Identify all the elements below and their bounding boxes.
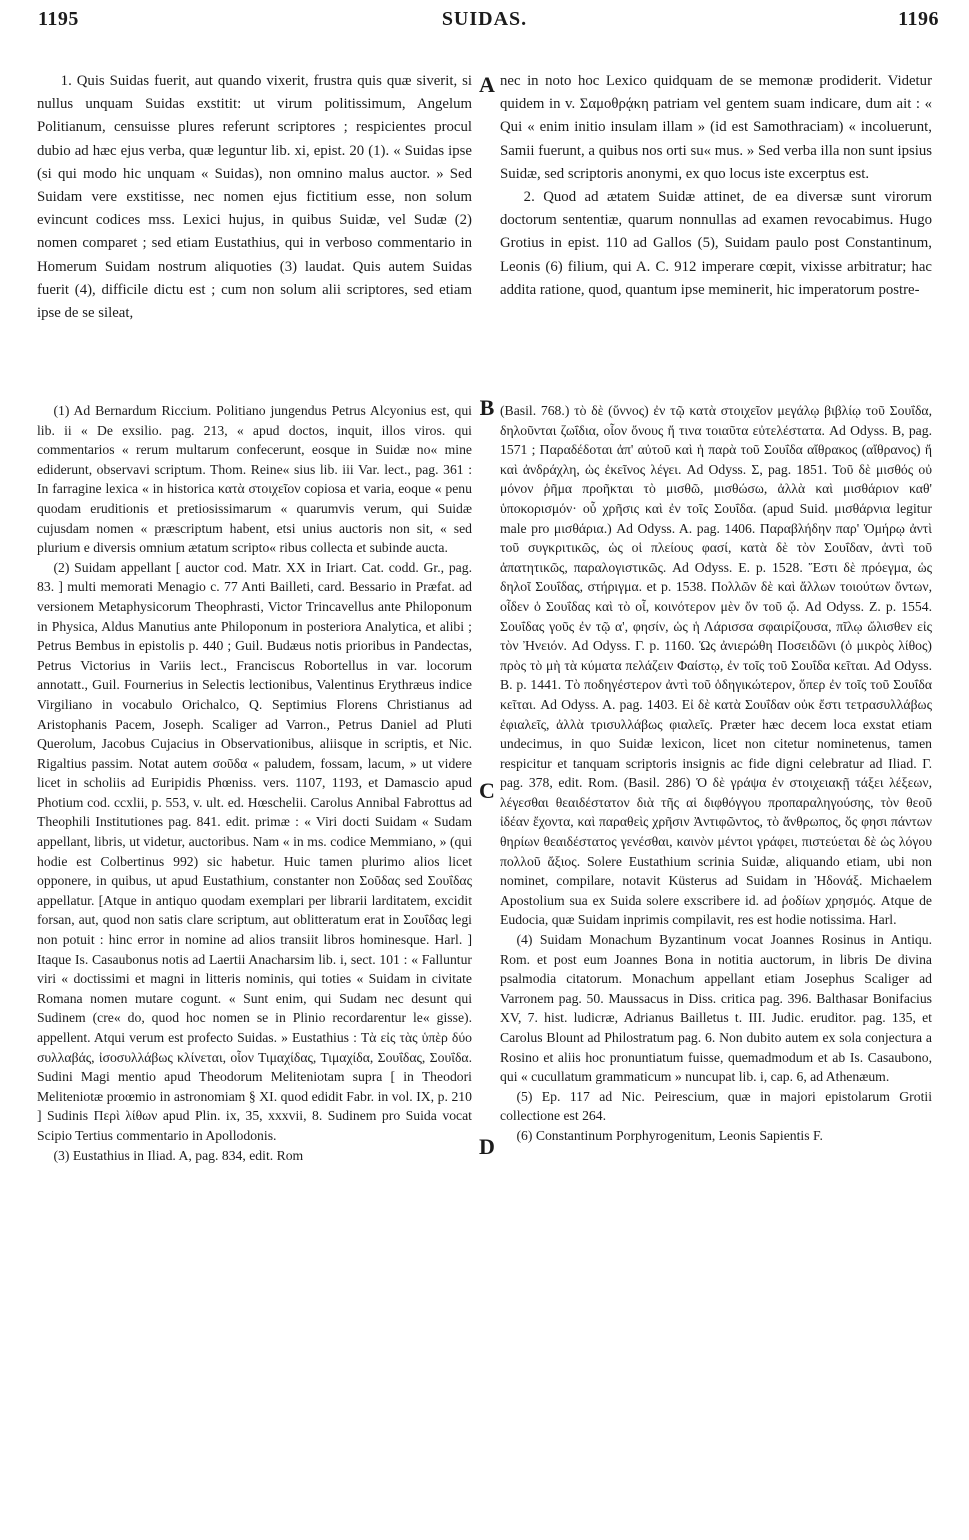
footnote: (5) Ep. 117 ad Nic. Peirescium, quæ in majori epistolarum Grotii collectione est 264.: [500, 1088, 932, 1124]
footnotes-right-column: [500, 401, 932, 1146]
main-paragraph: 2. Quod ad ætatem Suidæ attinet, de ea diversæ sunt virorum doctorum sententiæ, quarum nonnullas ad examen revocabimus. Hugo Grotius in epist. 110 ad Gallos (5), Suidam paulo post Constantinum, Leonis (6) filium, qui A. C. 912 imperare cœpit, vixisse arbitratur; hac addita ratione, quod, quantum ipse meminerit, hic imperatorum postre-: [500, 189, 932, 298]
margin-letter-a: A: [479, 72, 495, 97]
margin-letter-d: D: [479, 1134, 495, 1159]
page-header: [0, 8, 969, 48]
footnote: (3) Eustathius in Iliad. A, pag. 834, edit. Rom: [53, 1147, 304, 1163]
main-text-left-column: [37, 70, 472, 325]
footnote: (Basil. 768.) τὸ δὲ (ὕννος) ἐν τῷ κατὰ στοιχεῖον μεγάλῳ βιβλίῳ τοῦ Σουΐδα, δηλοῦνται ζωΐδια, οἷον ὄνους ἤ τινα τοιαῦτα εὐτελέστατα. Ad Odyss. B, pag. 1571 ; Παραδέδοται ἀπ' αὐτοῦ καὶ ἡ παρὰ τοῦ Σουΐδα αἴθρακος (αἴθρανος) ἤ καὶ ἀνδράχλη, ὡς ἐκεῖνος λέγει. Ad Odyss. Σ, pag. 1851. Τοῦ δὲ μισθός οὐ μόνον ῥῆμα προῆκται τὸ μισθῶ, μισθώσω, ἀλλὰ καὶ μισθάριον καθ' ὑποκορισμόν· οὗ χρῆσις καὶ ἐν τοῖς Σουΐδα. (apud Suid. μισθάρνια legitur male pro μισθάρια.) Ad Odyss. A. pag. 1406. Παραβλήδην παρ' Ὁμήρῳ ἀντὶ τοῦ συγκριτικῶς, ὡς οἱ πλείους φασί, κατὰ δὲ τὸν Σουΐδαν, ἀντὶ τοῦ ἀπατητικῶς, παραλογιστικῶς. Ad Odyss. E. p. 1528. Ἔστι δὲ πρόεγμα, ὡς δηλοῖ Σουΐδας, στήριγμα. et p. 1538. Πολλῶν δὲ καὶ ἄλλων τοιούτων ὄντων, οἶδεν ὁ Σουΐδας καὶ τὸ οἷ, κοινότερον μὲν ὄν τοῦ ᾤ. Ad Odyss. Z. p. 1554. Σουΐδας γοῦς ἐν τῷ α', φησίν, ὡς ἡ Λάρισσα σφαιρίζουσα, πῖλῳ ὤλισθεν εἰς τὸν Ἠνειόν. Ad Odyss. Γ. p. 1160. Ὡς ἀνιερώθη Ποσειδῶνι (ὁ μικρὸς λίθος) πρὸς τὸ μὴ τὰ κύματα πελάζειν Φαίστῳ, ἐν τοῖς τοῦ Σουΐδα κεῖται. Ad Odyss. B. p. 1441. Τὸ ποδηγέστερον ἀντὶ τοῦ ὁδηγικώτερον, ὅπερ ἐν τοῖς τοῦ Σουΐδα κεῖται. Ad Odyss. A. pag. 1403. Εἰ δὲ κατὰ Σουΐδαν οὐκ ἔστι τετρασυλλάβως ἐφιαλεῖς, ἀλλὰ τρισυλλάβως φιαλεῖς. Præter hæc decem loca exstat etiam undecimus, in quo Suidæ lexicon, licet non citetur nominetenus, tamen respicitur et tanquam scriptoris insignis ac fide digni celebratur ad Iliad. Γ. pag. 378, edit. Rom. (Basil. 286) Ὁ δὲ γράψα ἐν στοιχειακῇ τάξει λέξεων, λέγεσθαι θεαιδέστατον διὰ τῆς αἱ διφθόγγου προπαραληγούσης, τὸν θεοῦ ἰδέαν ἔχοντα, καὶ παραθεὶς χρῆσιν Ἀντιφῶντος, τὸ ἄνθρωπος, ὅς φησι πάντων θηρίων θεαιδέστατος γενέσθαι, καινὸν μέντοι γράφει, πιστεύεται δὲ ὡς λόγου πολλοῦ ἄξιος. Solere Eustathium scrinia Suidæ, aliquando etiam, ubi non nominet, compilare, notavit Küsterus ad Suidam in Ἠδονάξ. Michaelem Apostolium sua ex Suida solere exscribere id. ad ῥοδίων χρησμός. Atque de Eudocia, quæ Suidam inprimis compilavit, res est hodie notissima. Harl.: [500, 403, 932, 928]
margin-letter-b: B: [479, 395, 495, 420]
main-paragraph: nec in noto hoc Lexico quidquam de se memonæ prodiderit. Videtur quidem in v. Σαμοθρᾴκη patriam vel gentem suam indicare, dum ait : « Qui « enim initio insulam illam » (id est Samothraciam) « incoluerunt, Samii fuerunt, a quibus nos orti su« mus. » Sed verba illa non sunt ipsius Suidæ, sed scriptoris anonymi, ex quo locus iste excerptus est.: [500, 73, 932, 182]
margin-letter-c: C: [479, 778, 495, 803]
main-paragraph: 1. Quis Suidas fuerit, aut quando vixerit, frustra quis quæ siverit, si nullus unquam Suidas exstitit: ut virum politissimum, Angelum Politianum, censuisse plures referunt scriptores ; respicientes procul dubio ad hæc ejus verba, quæ leguntur lib. xi, epist. 20 (1). « Suidas ipse (si qui modo hic unquam « Suidas), non omnino malus auctor. » Sed Suidam vere exstitisse, nec nomen ejus fictitium esse, non solum evincunt codices mss. Lexici hujus, in quibus Suidæ, vel Sudæ (2) nomen comparet ; sed etiam Eustathius, qui in verboso commentario in Homerum Suidam nostrum aliquoties (3) laudat. Quis autem Suidas fuerit (4), difficile dictu est ; cum non solum alii scriptores, sed etiam ipse de se sileat,: [37, 73, 472, 322]
page-number-right: 1196: [898, 8, 939, 30]
footnote: (6) Constantinum Porphyrogenitum, Leonis Sapientis F.: [516, 1127, 823, 1143]
footnotes-left-column: [37, 401, 472, 1165]
page-number-left: 1195: [38, 8, 79, 30]
footnote: (2) Suidam appellant [ auctor cod. Matr. XX in Iriart. Cat. codd. Gr., pag. 83. ] multi memorati Menagio c. 77 Anti Bailleti, card. Bessario in Præfat. ad versionem Metaphysicorum Theophrasti, Victor Trincavellus ante Philoponum in Physica, Aldus Manutius ante Philoponum in posteriora Analytica, et alibi ; Petrus Bembus in epistolis p. 440 ; Guil. Budæus notis prioribus in Pandectas, Petrus Victorius in Variis lect., Franciscus Robortellus in var. locorum annotatt., Guil. Fournerius in Selectis lectionibus, Valentinus Erythræus indice Virgiliano in vocabulo Orichalco, Q. Septimius Florens Christianus ad Aristophanis Pacem, Joseph. Scaliger ad Varron., Petrus Daniel ad Pluti Querolum, Jacobus Cujacius in Observationibus, aliisque in scriptis, et Nic. Rigaltius passim. Notat autem σοῦδα « paludem, fossam, lacum, » ut videre licet in scholiis ad Euripidis Phœniss. vers. 1107, 1193, et Damascio apud Photium cod. ccxlii, p. 553, v. ult. ed. Hœschelii. Carolus Annibal Fabrottus ad Theophili Institutiones pag. 841. edit. primæ : « Viri docti Suidam « Sudam appellant, libris, ut videtur, auctoribus. Nam « in ms. codice Memmiano, » (qui hodie est Colbertinus 992) sic habetur. Huic tamen plurimo alios licet opponere, in quibus, ut apud Eustathium, constanter non Σοῦδας sed Σουΐδας appellatur. [Atque in antiquo quodam exemplari per librarii larditatem, excidit forsan, aut, quod non satis clare scriptum, aut oblitteratum erat in Σουΐδας legi non potuit : hinc error in nomine ad alios transiit libros hominesque. Harl. ] Itaque Is. Casaubonus notis ad Laertii Anacharsim lib. i, sect. 101 : « Falluntur viri « doctissimi et magni in litteris nominis, qui toties « Suidam in civitate Romana nomen mutare cogunt. « Sunt enim, qui Sudam nec desunt qui Sudinem (cre« do, quod hoc nomen se in Plinio recordarentur le« gisse). appellent. Atqui verum est profecto Suidas. » Eustathius : Τὰ εἰς τὰς ὑπὲρ δύο συλλαβάς, ἰσοσυλλάβως κλίνεται, οἷον Τιμαχίδας, Τιμαχίδα, Σουΐδας, Σουΐδα. Sudini Magi mentio apud Theodorum Meliteniotam supra [ in Theodori Meliteniotæ proœmio in astronomiam § XI. quod edidit Fabr. in vol. IX, p. 210 ] Sudinis Περὶ λίθων apud Plin. ix, 35, xxxvii, 8. Sudinem pro Suida vocat Scipio Tertius commentario in Apollodonis.: [37, 559, 472, 1143]
running-title: SUIDAS.: [441, 8, 528, 30]
main-text-right-column: [500, 70, 932, 302]
footnote: (1) Ad Bernardum Riccium. Politiano jungendus Petrus Alcyonius est, qui lib. ii « De exsilio. pag. 213, « apud doctos, inquit, illos viros. qui commentarios « rerum multarum confecerunt, eosque in Suidæ no« mine ediderunt, observavi scriptum. Thom. Reine« sius lib. iii Var. lect., pag. 361 : In farragine lexica « in historica κατὰ στοιχεῖον copiosa et varia, eoque « penu quodam eruditionis et pretiosissimarum « quarumvis verum, qui Suidæ cujusdam nomen « præscriptum habent, etsi unius auctoris non sit, « sed plurium e diversis omnium ætatum scripto« ribus collecta et subinde aucta.: [37, 403, 472, 556]
footnote: (4) Suidam Monachum Byzantinum vocat Joannes Rosinus in Antiqu. Rom. et post eum Joannes Bona in notitia auctorum, in libris De divina psalmodia citatorum. Monachum appellant etiam Josephus Scaliger ad Varronem pag. 50. Maussacus in Diss. critica pag. 396. Balthasar Bonifacius XV, 7. hist. ludicræ, Adrianus Bailletus t. III. Judic. eruditor. pag. 135, et Carolus Blount ad Philostratum pag. 6. Non dubito autem ex sola conjectura a Rosino et aliis hoc pronuntiatum fuisse, quemadmodum et ab Is. Casaubono, qui « cucullatum grammaticum » nuncupat lib. i, cap. 6, ad Athenæum.: [500, 932, 932, 1085]
